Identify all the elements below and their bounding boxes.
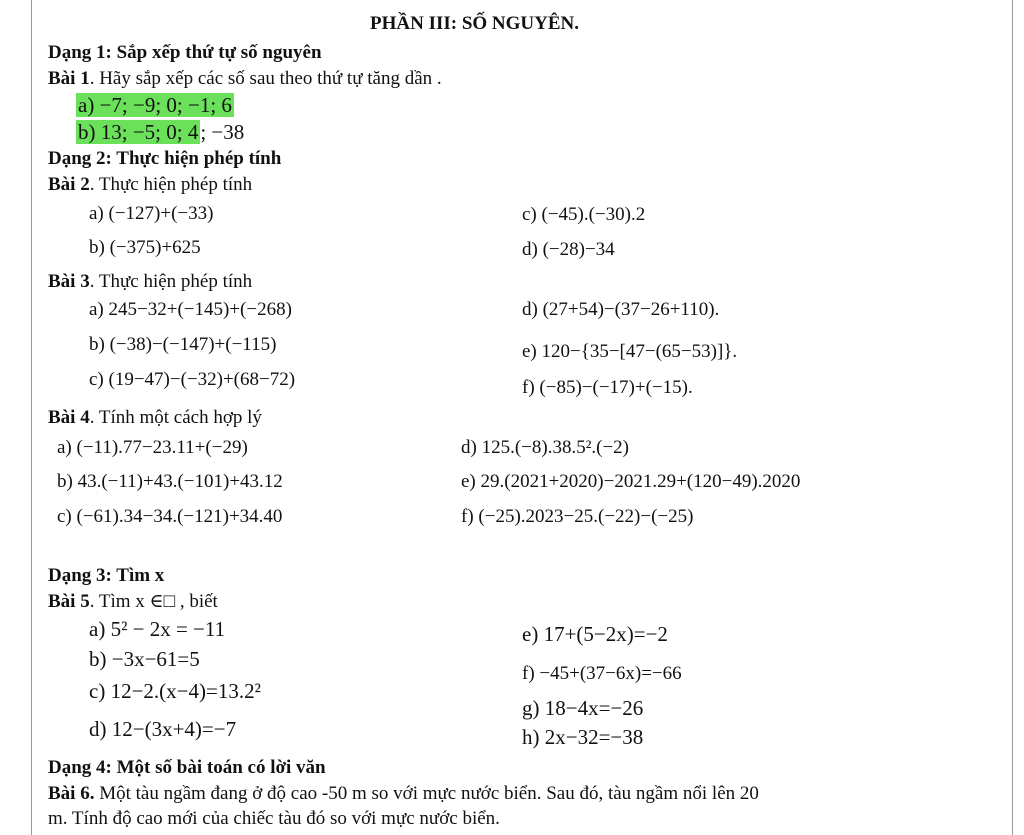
exercise-2-item-a: a) (−127)+(−33) xyxy=(89,203,214,224)
exercise-4-item-d: d) 125.(−8).38.5².(−2) xyxy=(461,437,630,458)
exercise-5-item-f: f) −45+(37−6x)=−66 xyxy=(522,663,682,684)
exercise-4-item-a: a) (−11).77−23.11+(−29) xyxy=(57,437,248,458)
exercise-text: . Thực hiện phép tính xyxy=(89,174,253,195)
section-heading-3: Dạng 3: Tìm x xyxy=(48,565,165,586)
exercise-3-item-d: d) (27+54)−(37−26+110). xyxy=(522,299,720,320)
exercise-5-item-g: g) 18−4x=−26 xyxy=(522,696,644,720)
exercise-label: Bài 6. xyxy=(48,783,95,804)
exercise-3-item-c: c) (19−47)−(−32)+(68−72) xyxy=(89,369,296,390)
exercise-5-item-d: d) 12−(3x+4)=−7 xyxy=(89,717,237,741)
exercise-5-item-b: b) −3x−61=5 xyxy=(89,647,200,671)
exercise-2-item-b: b) (−375)+625 xyxy=(89,237,201,258)
highlighted-text: b) 13; −5; 0; 4 xyxy=(78,120,199,144)
exercise-4-item-f: f) (−25).2023−25.(−22)−(−25) xyxy=(461,506,694,527)
exercise-5-item-h: h) 2x−32=−38 xyxy=(522,725,644,749)
exercise-4-item-c: c) (−61).34−34.(−121)+34.40 xyxy=(57,506,283,527)
exercise-4-item-b: b) 43.(−11)+43.(−101)+43.12 xyxy=(57,471,283,492)
exercise-1-item-a xyxy=(76,93,234,117)
exercise-5-prompt xyxy=(48,590,218,614)
exercise-text: . Tính một cách hợp lý xyxy=(89,407,262,428)
exercise-5-item-c: c) 12−2.(x−4)=13.2² xyxy=(89,679,261,703)
exercise-5-item-e: e) 17+(5−2x)=−2 xyxy=(522,622,668,646)
exercise-3-item-e: e) 120−{35−[47−(65−53)]}. xyxy=(522,341,738,362)
exercise-1-prompt xyxy=(48,67,442,91)
exercise-3-item-b: b) (−38)−(−147)+(−115) xyxy=(89,334,277,355)
page-title: PHẦN III: SỐ NGUYÊN. xyxy=(370,13,580,34)
section-heading-1: Dạng 1: Sắp xếp thứ tự số nguyên xyxy=(48,42,322,63)
exercise-3-prompt xyxy=(48,270,252,294)
exercise-text: . Hãy sắp xếp các số sau theo thứ tự tăng dần . xyxy=(89,68,442,89)
highlighted-text: a) −7; −9; 0; −1; 6 xyxy=(78,93,232,117)
page-border-right xyxy=(1012,0,1013,835)
item-text: ; −38 xyxy=(200,120,245,144)
exercise-2-item-c: c) (−45).(−30).2 xyxy=(522,204,646,225)
exercise-label: Bài 4 xyxy=(48,407,90,428)
exercise-label: Bài 1 xyxy=(48,68,90,89)
exercise-2-item-d: d) (−28)−34 xyxy=(522,239,615,260)
exercise-text: . Thực hiện phép tính xyxy=(89,271,253,292)
exercise-3-item-a: a) 245−32+(−145)+(−268) xyxy=(89,299,292,320)
section-heading-4: Dạng 4: Một số bài toán có lời văn xyxy=(48,757,326,778)
exercise-3-item-f: f) (−85)−(−17)+(−15). xyxy=(522,377,693,398)
exercise-2-prompt xyxy=(48,173,252,197)
exercise-4-item-e: e) 29.(2021+2020)−2021.29+(120−49).2020 xyxy=(461,471,801,492)
page-border-left xyxy=(31,0,32,835)
exercise-label: Bài 2 xyxy=(48,174,90,195)
exercise-text: . Tìm x ∈□ , biết xyxy=(89,591,218,612)
section-heading-2: Dạng 2: Thực hiện phép tính xyxy=(48,148,282,169)
exercise-label: Bài 3 xyxy=(48,271,90,292)
exercise-4-prompt xyxy=(48,406,262,430)
exercise-6-line-1 xyxy=(48,782,759,806)
exercise-label: Bài 5 xyxy=(48,591,90,612)
exercise-1-item-b xyxy=(76,120,244,144)
exercise-5-item-a: a) 5² − 2x = −11 xyxy=(89,617,226,641)
exercise-text: Một tàu ngầm đang ở độ cao -50 m so với mực nước biển. Sau đó, tàu ngầm nổi lên 20 xyxy=(94,783,759,804)
exercise-6-line-2: m. Tính độ cao mới của chiếc tàu đó so với mực nước biển. xyxy=(48,808,500,829)
